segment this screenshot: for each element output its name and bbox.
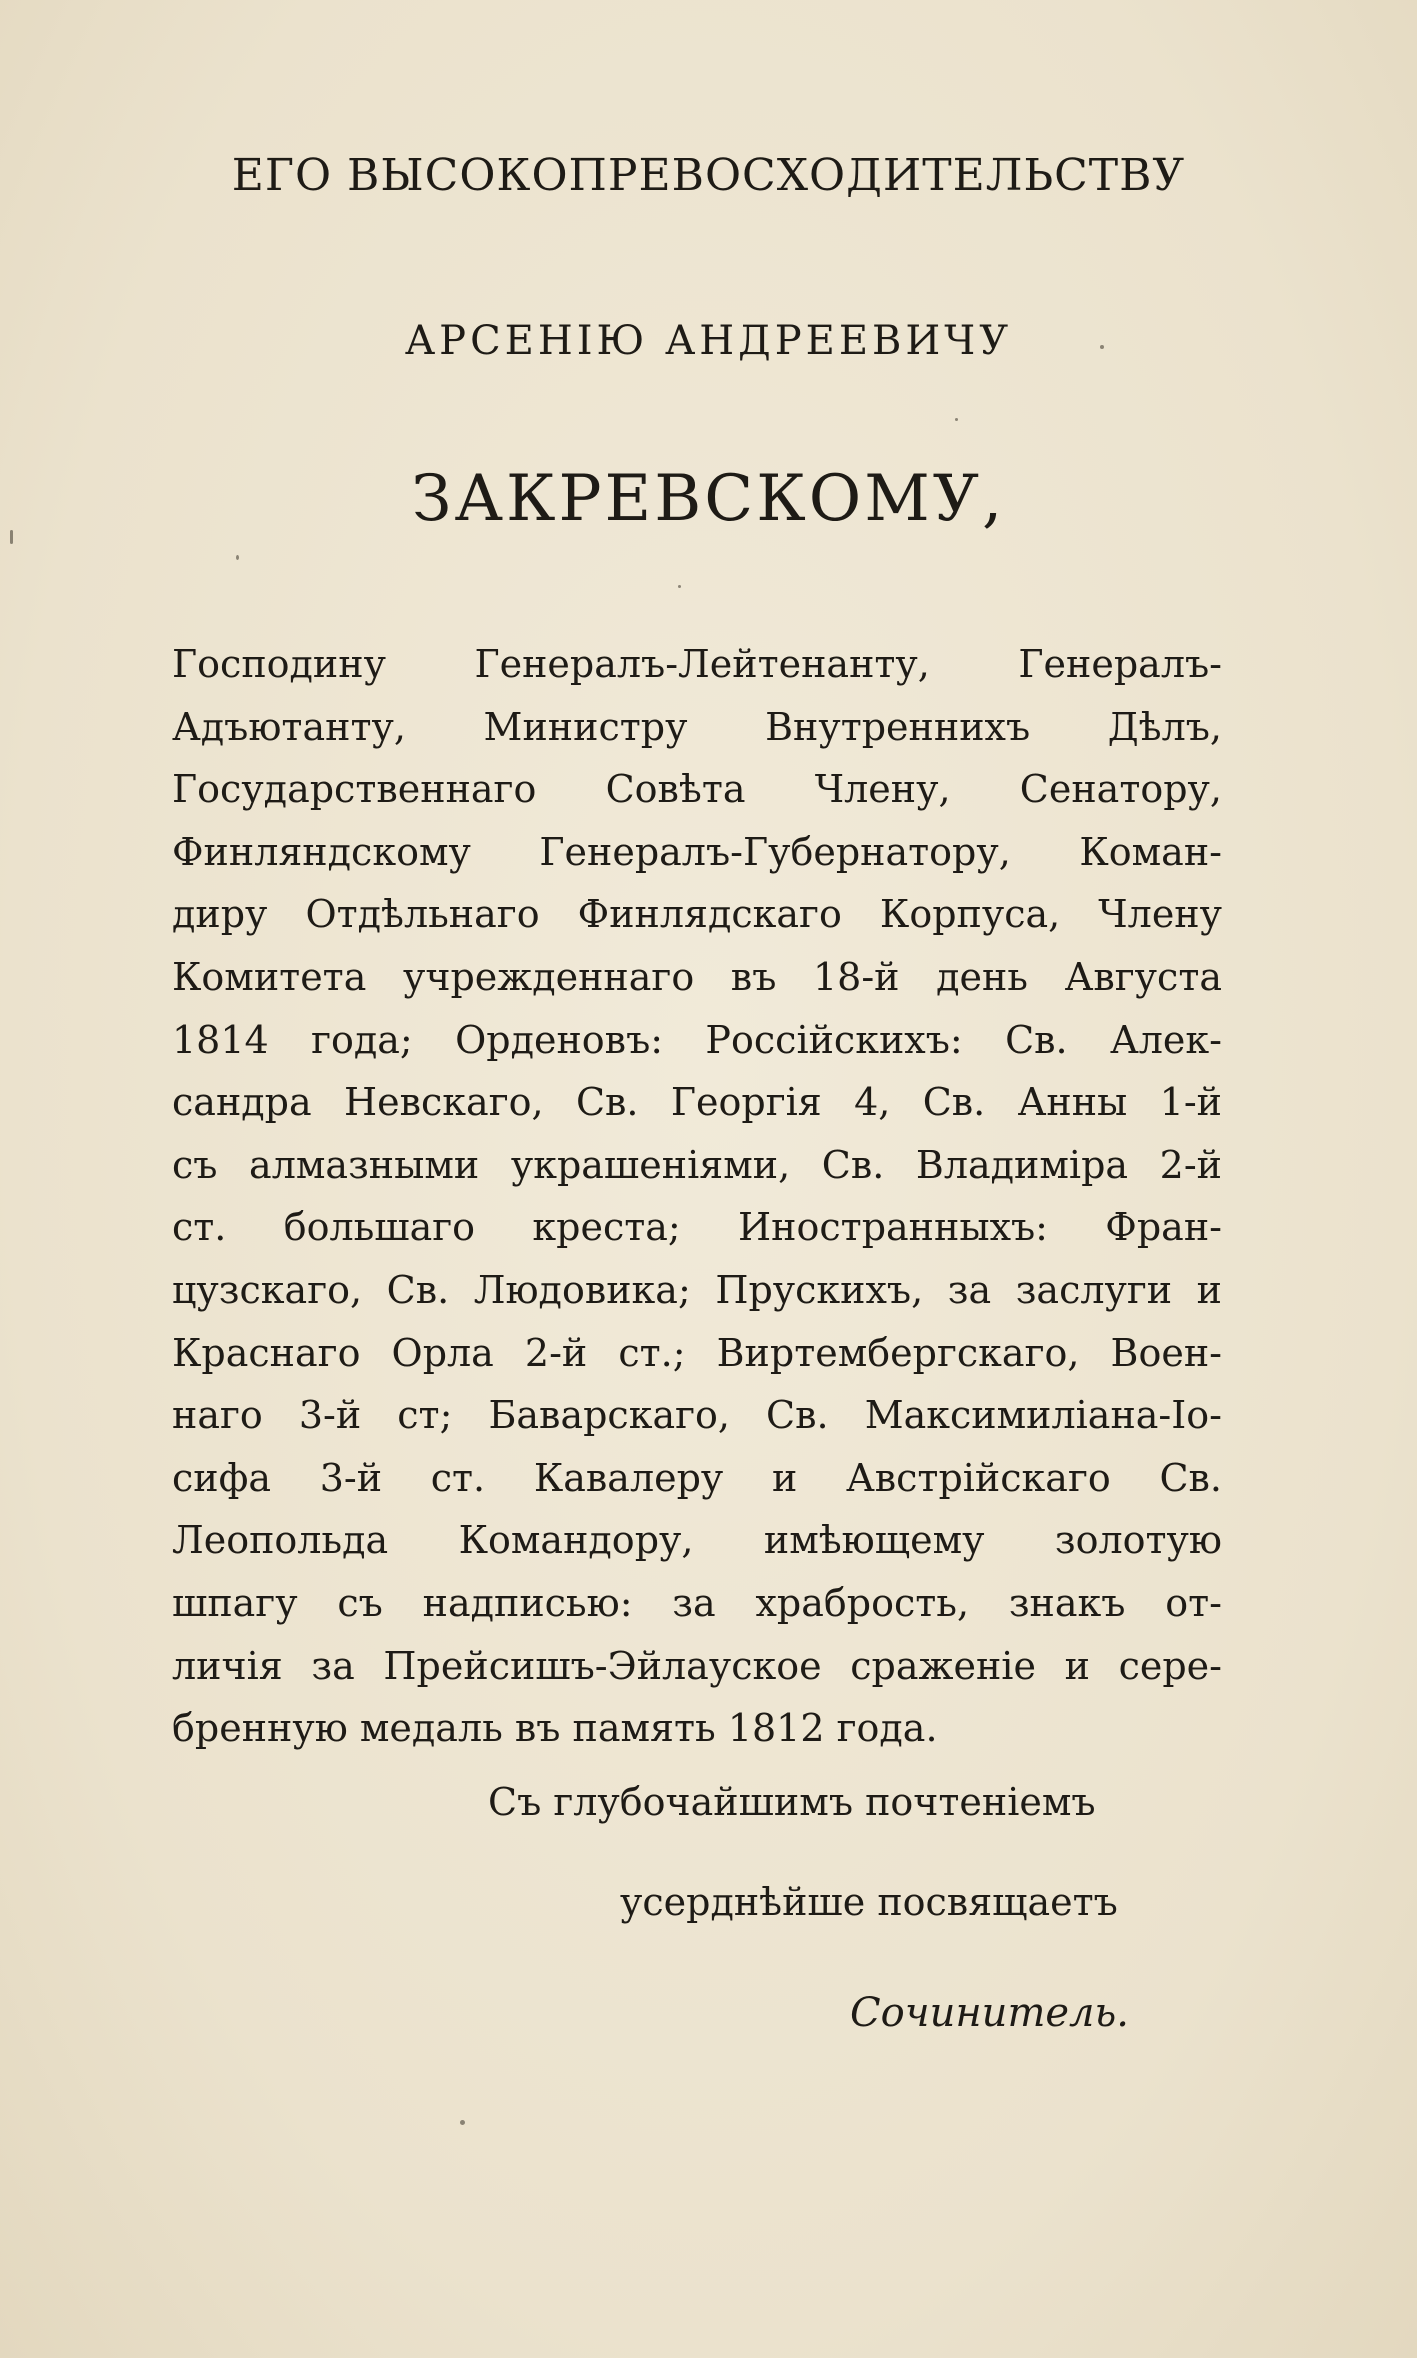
titles-paragraph (172, 633, 1222, 1760)
paragraph-line: сифа 3-й ст. Кавалеру и Австрійскаго Св. (172, 1455, 1222, 1500)
paragraph-line: сандра Невскаго, Св. Георгія 4, Св. Анны 1-й (172, 1080, 1222, 1125)
paragraph-line: Леопольда Командору, имѣющему золотую (172, 1518, 1222, 1563)
recipient-name: АРСЕНІЮ АНДРЕЕВИЧУ (404, 318, 1013, 364)
paragraph-line: шпагу съ надписью: за храбрость, знакъ от- (172, 1580, 1222, 1625)
author-signature: Сочинитель. (850, 1990, 1130, 2036)
closing-dedication-line: усерднѣйше посвящаетъ (620, 1880, 1118, 1924)
paragraph-line: наго 3-й ст; Баварскаго, Св. Максимиліана-Іо- (172, 1393, 1222, 1438)
paragraph-line: Господину Генералъ-Лейтенанту, Генералъ- (172, 642, 1222, 686)
print-speck (955, 418, 958, 421)
paragraph-line: съ алмазными украшеніями, Св. Владиміра 2-й (172, 1142, 1222, 1187)
closing-respect-line: Съ глубочайшимъ почтеніемъ (488, 1780, 1096, 1824)
paragraph-line: личія за Прейсишъ-Эйлауское сраженіе и сере- (172, 1643, 1222, 1688)
paragraph-line: 1814 года; Орденовъ: Россійскихъ: Св. Алек- (172, 1017, 1222, 1062)
print-speck (460, 2120, 465, 2125)
print-speck (10, 530, 13, 544)
print-speck (1100, 345, 1104, 349)
paragraph-line: Государственнаго Совѣта Члену, Сенатору, (172, 767, 1222, 812)
paragraph-line: Краснаго Орла 2-й ст.; Виртембергскаго, Воен- (172, 1330, 1222, 1375)
recipient-surname: ЗАКРЕВСКОМУ, (411, 462, 1006, 536)
paragraph-line: ст. большаго креста; Иностранныхъ: Фран- (172, 1205, 1222, 1250)
print-speck (678, 585, 681, 588)
paragraph-line: Адъютанту, Министру Внутреннихъ Дѣлъ, (172, 704, 1222, 749)
print-speck (236, 555, 239, 560)
paragraph-line: диру Отдѣльнаго Финлядскаго Корпуса, Члену (172, 892, 1222, 937)
paragraph-line: цузскаго, Св. Людовика; Прускихъ, за заслуги и (172, 1267, 1222, 1312)
paragraph-line: Комитета учрежденнаго въ 18-й день Августа (172, 954, 1222, 999)
paragraph-line: бренную медаль въ память 1812 года. (172, 1706, 938, 1751)
paragraph-line: Финляндскому Генералъ-Губернатору, Коман- (172, 829, 1222, 874)
dedication-title-line: ЕГО ВЫСОКОПРЕВОСХОДИТЕЛЬСТВУ (231, 150, 1186, 201)
